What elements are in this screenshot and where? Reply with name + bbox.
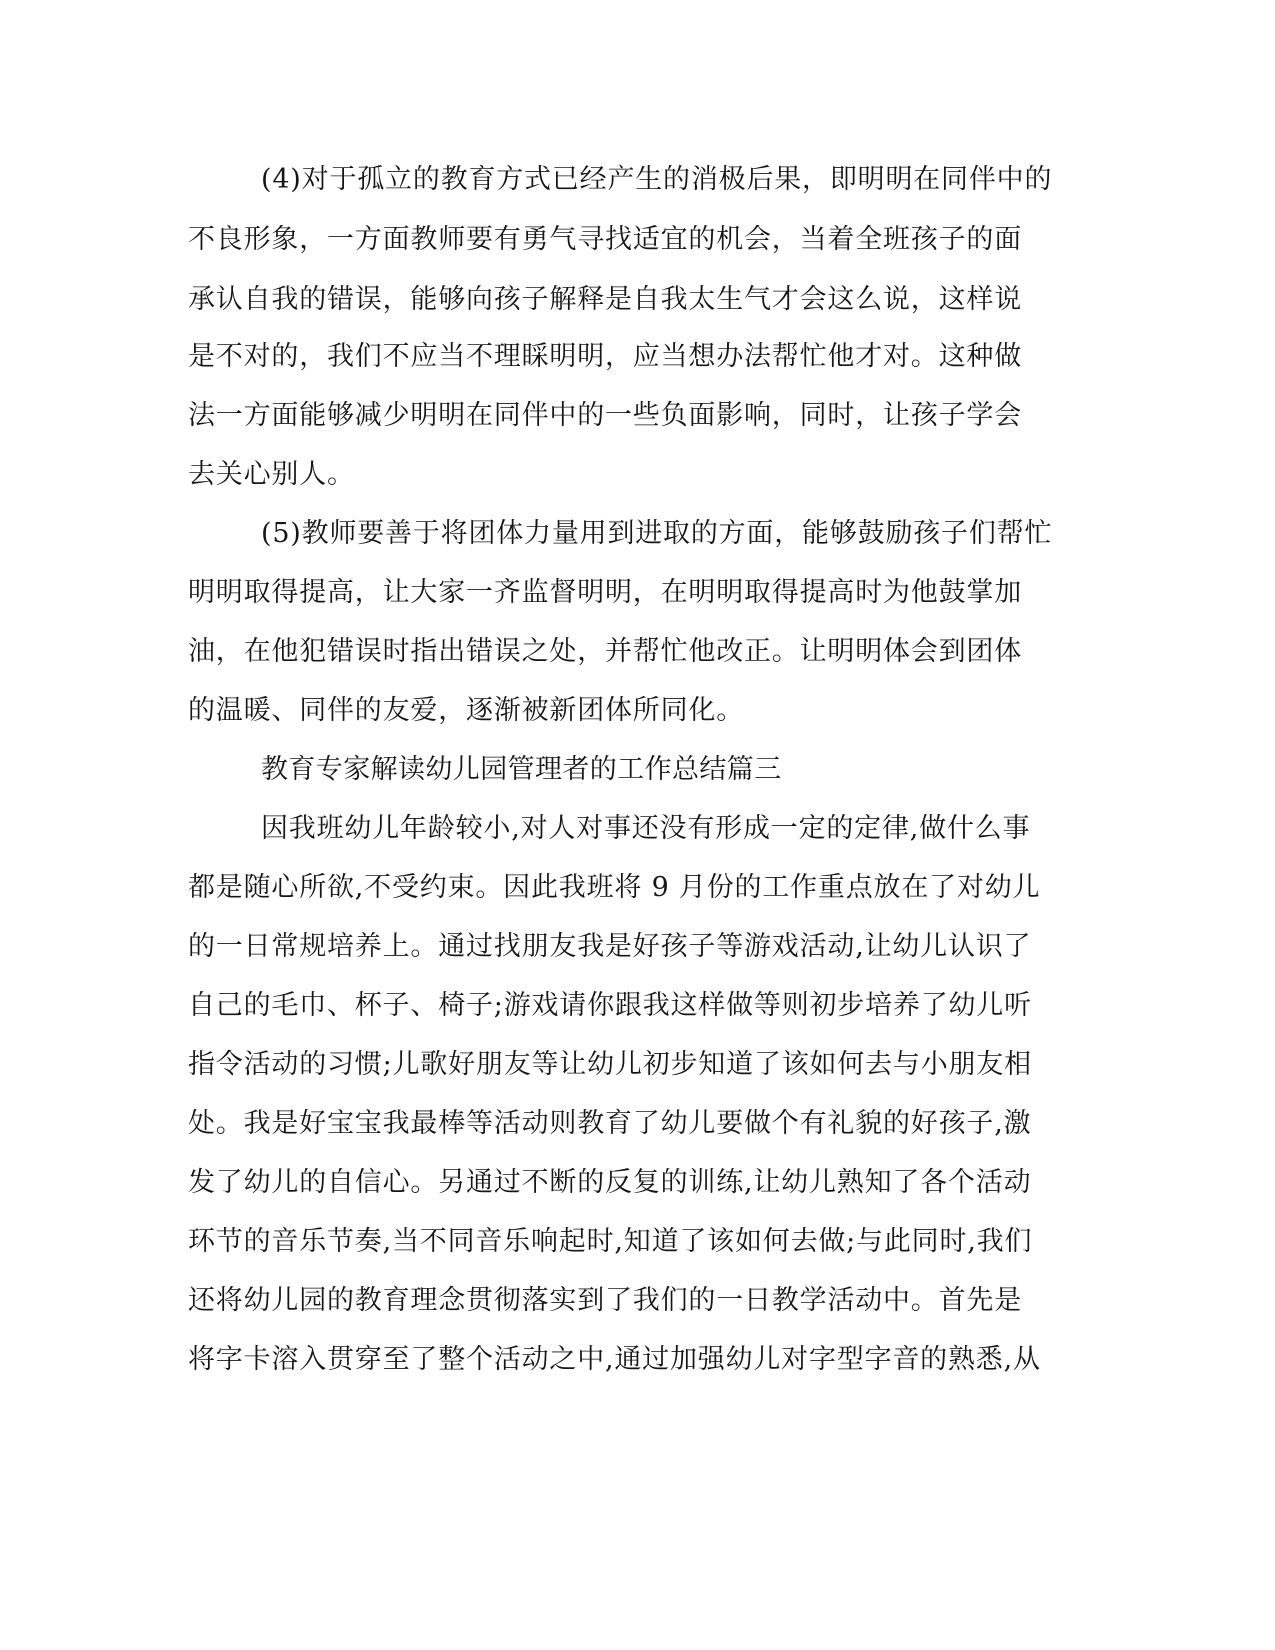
body-line-6: 处。我是好宝宝我最棒等活动则教育了幼儿要做个有礼貌的好孩子,激 — [188, 1108, 1032, 1139]
paragraph-4-line-6: 去关心别人。 — [188, 459, 355, 490]
paragraph-5-line-2: 明明取得提高，让大家一齐监督明明，在明明取得提高时为他鼓掌加 — [188, 577, 1022, 608]
paragraph-5-line-1: (5)教师要善于将团体力量用到进取的方面，能够鼓励孩子们帮忙 — [261, 518, 1053, 549]
paragraph-4-line-2: 不良形象，一方面教师要有勇气寻找适宜的机会，当着全班孩子的面 — [188, 224, 1022, 255]
body-line-1: 因我班幼儿年龄较小,对人对事还没有形成一定的定律,做什么事 — [261, 813, 1031, 844]
body-line-4: 自己的毛巾、杯子、椅子;游戏请你跟我这样做等则初步培养了幼儿听 — [188, 990, 1032, 1021]
body-line-2: 都是随心所欲,不受约束。因此我班将 9 月份的工作重点放在了对幼儿 — [188, 872, 1041, 903]
paragraph-4-line-1: (4)对于孤立的教育方式已经产生的消极后果，即明明在同伴中的 — [261, 164, 1053, 195]
paragraph-4-line-3: 承认自我的错误，能够向孩子解释是自我太生气才会这么说，这样说 — [188, 284, 1022, 315]
paragraph-4-line-4: 是不对的，我们不应当不理睬明明，应当想办法帮忙他才对。这种做 — [188, 341, 1022, 372]
body-line-8: 环节的音乐节奏,当不同音乐响起时,知道了该如何去做;与此同时,我们 — [188, 1226, 1033, 1257]
section-heading: 教育专家解读幼儿园管理者的工作总结篇三 — [261, 754, 782, 785]
body-line-5: 指令活动的习惯;儿歌好朋友等让幼儿初步知道了该如何去与小朋友相 — [188, 1049, 1032, 1080]
paragraph-4-line-5: 法一方面能够减少明明在同伴中的一些负面影响，同时，让孩子学会 — [188, 400, 1022, 431]
paragraph-5-line-4: 的温暖、同伴的友爱，逐渐被新团体所同化。 — [188, 695, 744, 726]
body-line-3: 的一日常规培养上。通过找朋友我是好孩子等游戏活动,让幼儿认识了 — [188, 931, 1032, 962]
body-line-7: 发了幼儿的自信心。另通过不断的反复的训练,让幼儿熟知了各个活动 — [188, 1167, 1032, 1198]
paragraph-5-line-3: 油，在他犯错误时指出错误之处，并帮忙他改正。让明明体会到团体 — [188, 636, 1022, 667]
body-line-10: 将字卡溶入贯穿至了整个活动之中,通过加强幼儿对字型字音的熟悉,从 — [188, 1344, 1041, 1375]
body-line-9: 还将幼儿园的教育理念贯彻落实到了我们的一日教学活动中。首先是 — [188, 1285, 1022, 1316]
